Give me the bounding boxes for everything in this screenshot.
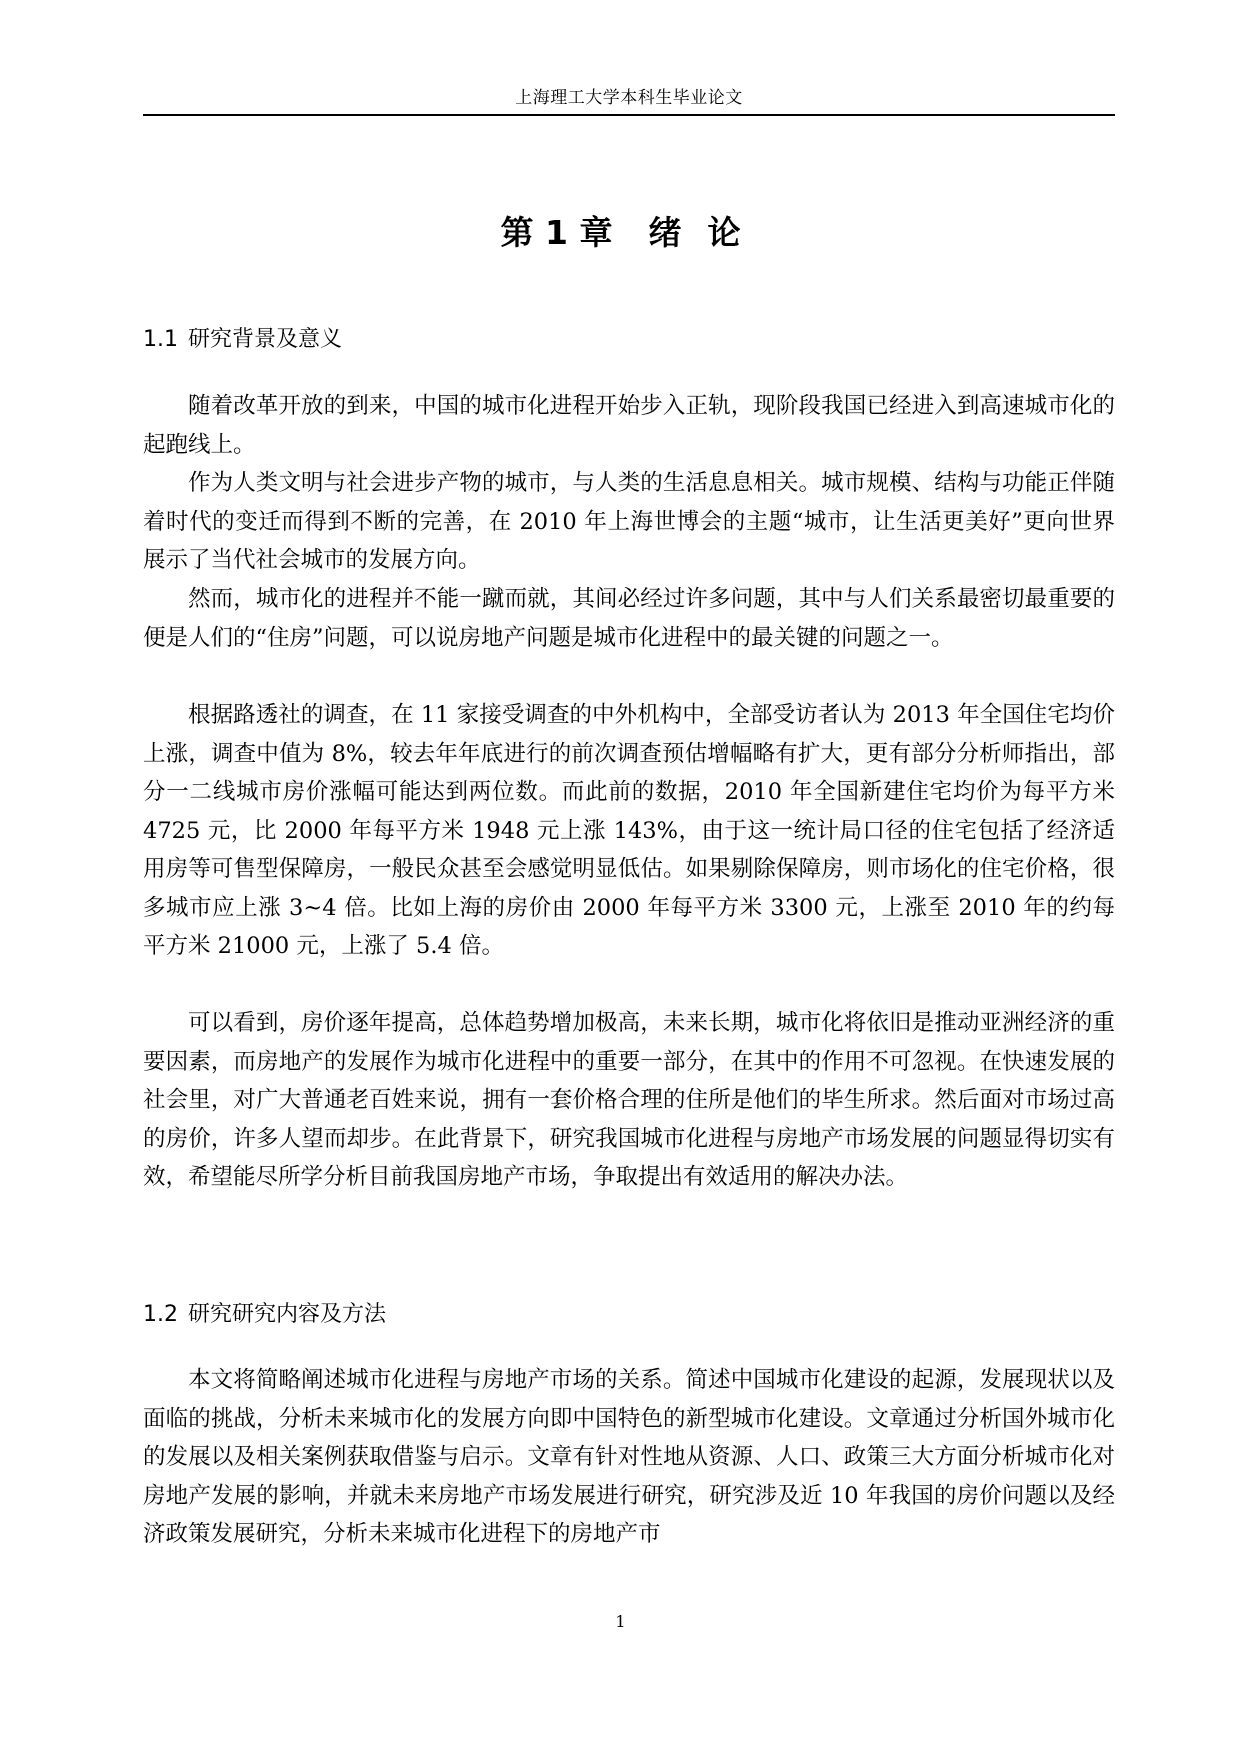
section-title: 研究背景及意义 — [188, 327, 343, 352]
chapter-title-char-1: 绪 — [648, 213, 682, 252]
paragraph: 可以看到，房价逐年提高，总体趋势增加极高，未来长期，城市化将依旧是推动亚洲经济的重要因素，而房地产的发展作为城市化进程中的重要一部分，在其中的作用不可忽视。在快速发展的社会里，对广大普通老百姓来说，拥有一套价格合理的住所是他们的毕生所求。然后面对市场过高的房价，许多人望而却步。在此背景下，研究我国城市化进程与房地产市场发展的问题显得切实有效，希望能尽所学分析目前我国房地产市场，争取提出有效适用的解决办法。 — [143, 1010, 1115, 1190]
running-header: 上海理工大学本科生毕业论文 — [143, 84, 1115, 116]
page-number: 1 — [615, 1612, 626, 1631]
chapter-title-char-2: 论 — [707, 213, 741, 252]
paragraph: 作为人类文明与社会进步产物的城市，与人类的生活息息相关。城市规模、结构与功能正伴随着时代的变迁而得到不断的完善，在 2010 年上海世博会的主题“城市，让生活更美好”更向世界展示了当代社会城市的发展方向。 — [143, 470, 1115, 573]
section-title: 研究研究内容及方法 — [188, 1302, 387, 1327]
section-number: 1.2 — [143, 1302, 178, 1327]
paragraph: 根据路透社的调查，在 11 家接受调查的中外机构中，全部受访者认为 2013 年全国住宅均价上涨，调查中值为 8%，较去年年底进行的前次调查预估增幅略有扩大，更有部分分析师指出，部分一二线城市房价涨幅可能达到两位数。而此前的数据，2010 年全国新建住宅均价为每平方米 4725 元，比 2000 年每平方米 1948 元上涨 143%，由于这一统计局口径的住宅包括了经济适用房等可售型保障房，一般民众甚至会感觉明显低估。如果剔除保障房，则市场化的住宅价格，很多城市应上涨 3~4 倍。比如上海的房价由 2000 年每平方米 3300 元，上涨至 2010 年的约每平方米 21000 元，上涨了 5.4 倍。 — [143, 702, 1115, 959]
chapter-number: 第 1 章 — [500, 213, 613, 252]
paragraph: 随着改革开放的到来，中国的城市化进程开始步入正轨，现阶段我国已经进入到高速城市化的起跑线上。 — [143, 393, 1115, 458]
paragraph: 然而，城市化的进程并不能一蹴而就，其间必经过许多问题，其中与人们关系最密切最重要的便是人们的“住房”问题，可以说房地产问题是城市化进程中的最关键的问题之一。 — [143, 586, 1115, 651]
section-heading-1-1 — [143, 325, 342, 355]
section-heading-1-2 — [143, 1300, 386, 1330]
paragraph: 本文将简略阐述城市化进程与房地产市场的关系。简述中国城市化建设的起源，发展现状以及面临的挑战，分析未来城市化的发展方向即中国特色的新型城市化建设。文章通过分析国外城市化的发展以及相关案例获取借鉴与启示。文章有针对性地从资源、人口、政策三大方面分析城市化对房地产发展的影响，并就未来房地产市场发展进行研究，研究涉及近 10 年我国的房价问题以及经济政策发展研究，分析未来城市化进程下的房地产市 — [143, 1367, 1115, 1547]
section-number: 1.1 — [143, 327, 178, 352]
chapter-title — [0, 210, 1241, 256]
